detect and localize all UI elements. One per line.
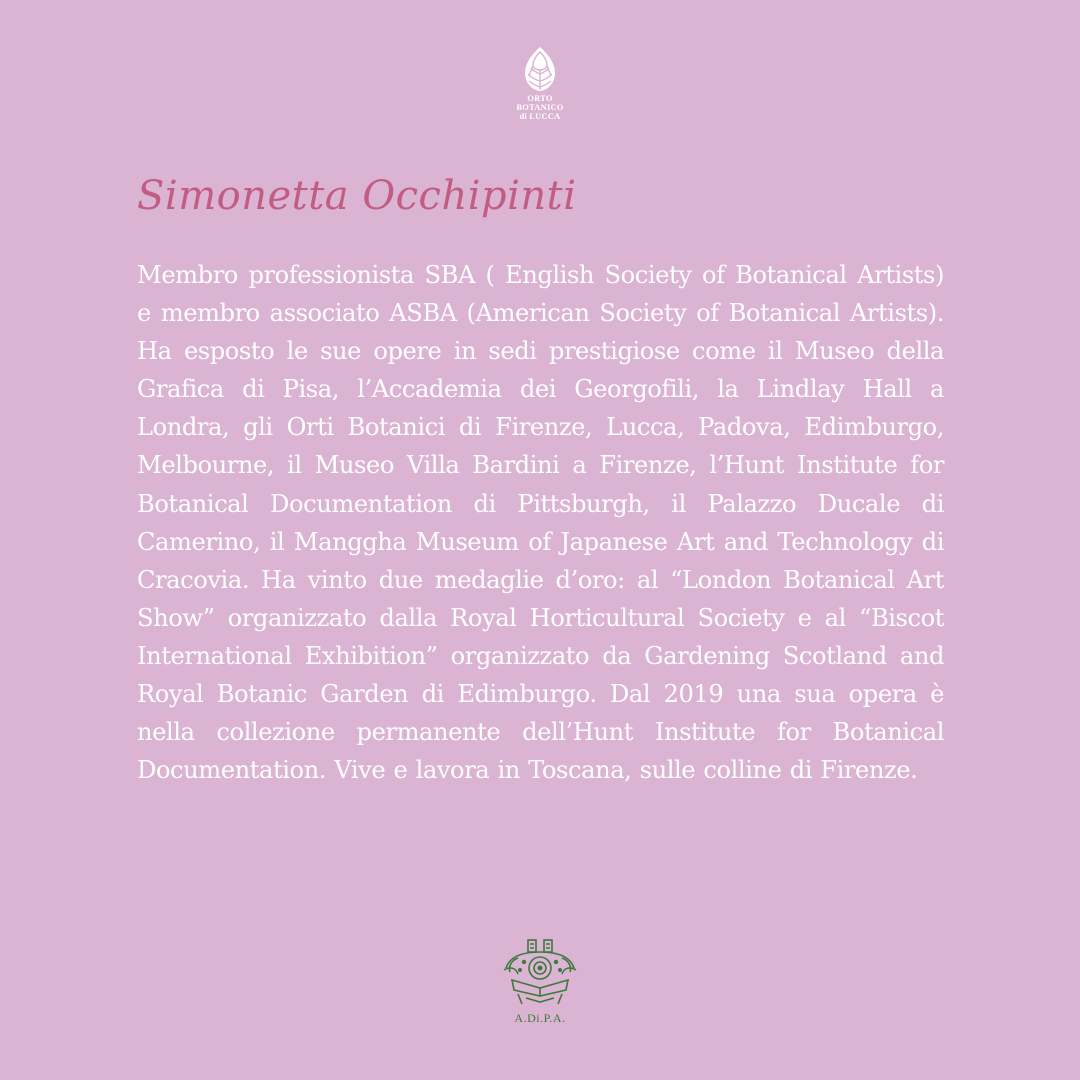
adipa-emblem-icon: [500, 938, 580, 1008]
orto-botanico-wordmark: [495, 94, 585, 121]
logo-line-botanico: BOTANICO: [516, 102, 564, 112]
adipa-label: A.Di.P.A.: [514, 1011, 566, 1025]
adipa-logo: [485, 938, 595, 1026]
logo-line-lucca: di LUCCA: [519, 111, 561, 121]
artist-biography: Membro professionista SBA ( English Society of Botanical Artists) e membro associato ASBA (American Society of Botanical Artists). Ha esposto le sue opere in sedi prestigiose come il Museo della Grafica di Pisa, l’Accademia dei Georgofili, la Lindlay Hall a Londra, gli Orti Botanici di Firenze, Lucca, Padova, Edimburgo, Melbourne, il Museo Villa Bardini a Firenze, l’Hunt Institute for Botanical Documentation di Pittsburgh, il Palazzo Ducale di Camerino, il Manggha Museum of Japanese Art and Technology di Cracovia. Ha vinto due medaglie d’oro: al “London Botanical Art Show” organizzato dalla Royal Horticultural Society e al “Biscot International Exhibition” organizzato da Gardening Scotland and Royal Botanic Garden di Edimburgo. Dal 2019 una sua opera è nella collezione permanente dell’Hunt Institute for Botanical Documentation. Vive e lavora in Toscana, sulle colline di Firenze.: [137, 261, 944, 785]
logo-line-orto: ORTO: [527, 93, 553, 103]
orto-botanico-logo: [495, 46, 585, 121]
artist-name-heading: Simonetta Occhipinti: [137, 173, 577, 219]
artichoke-leaf-icon: [523, 46, 557, 92]
